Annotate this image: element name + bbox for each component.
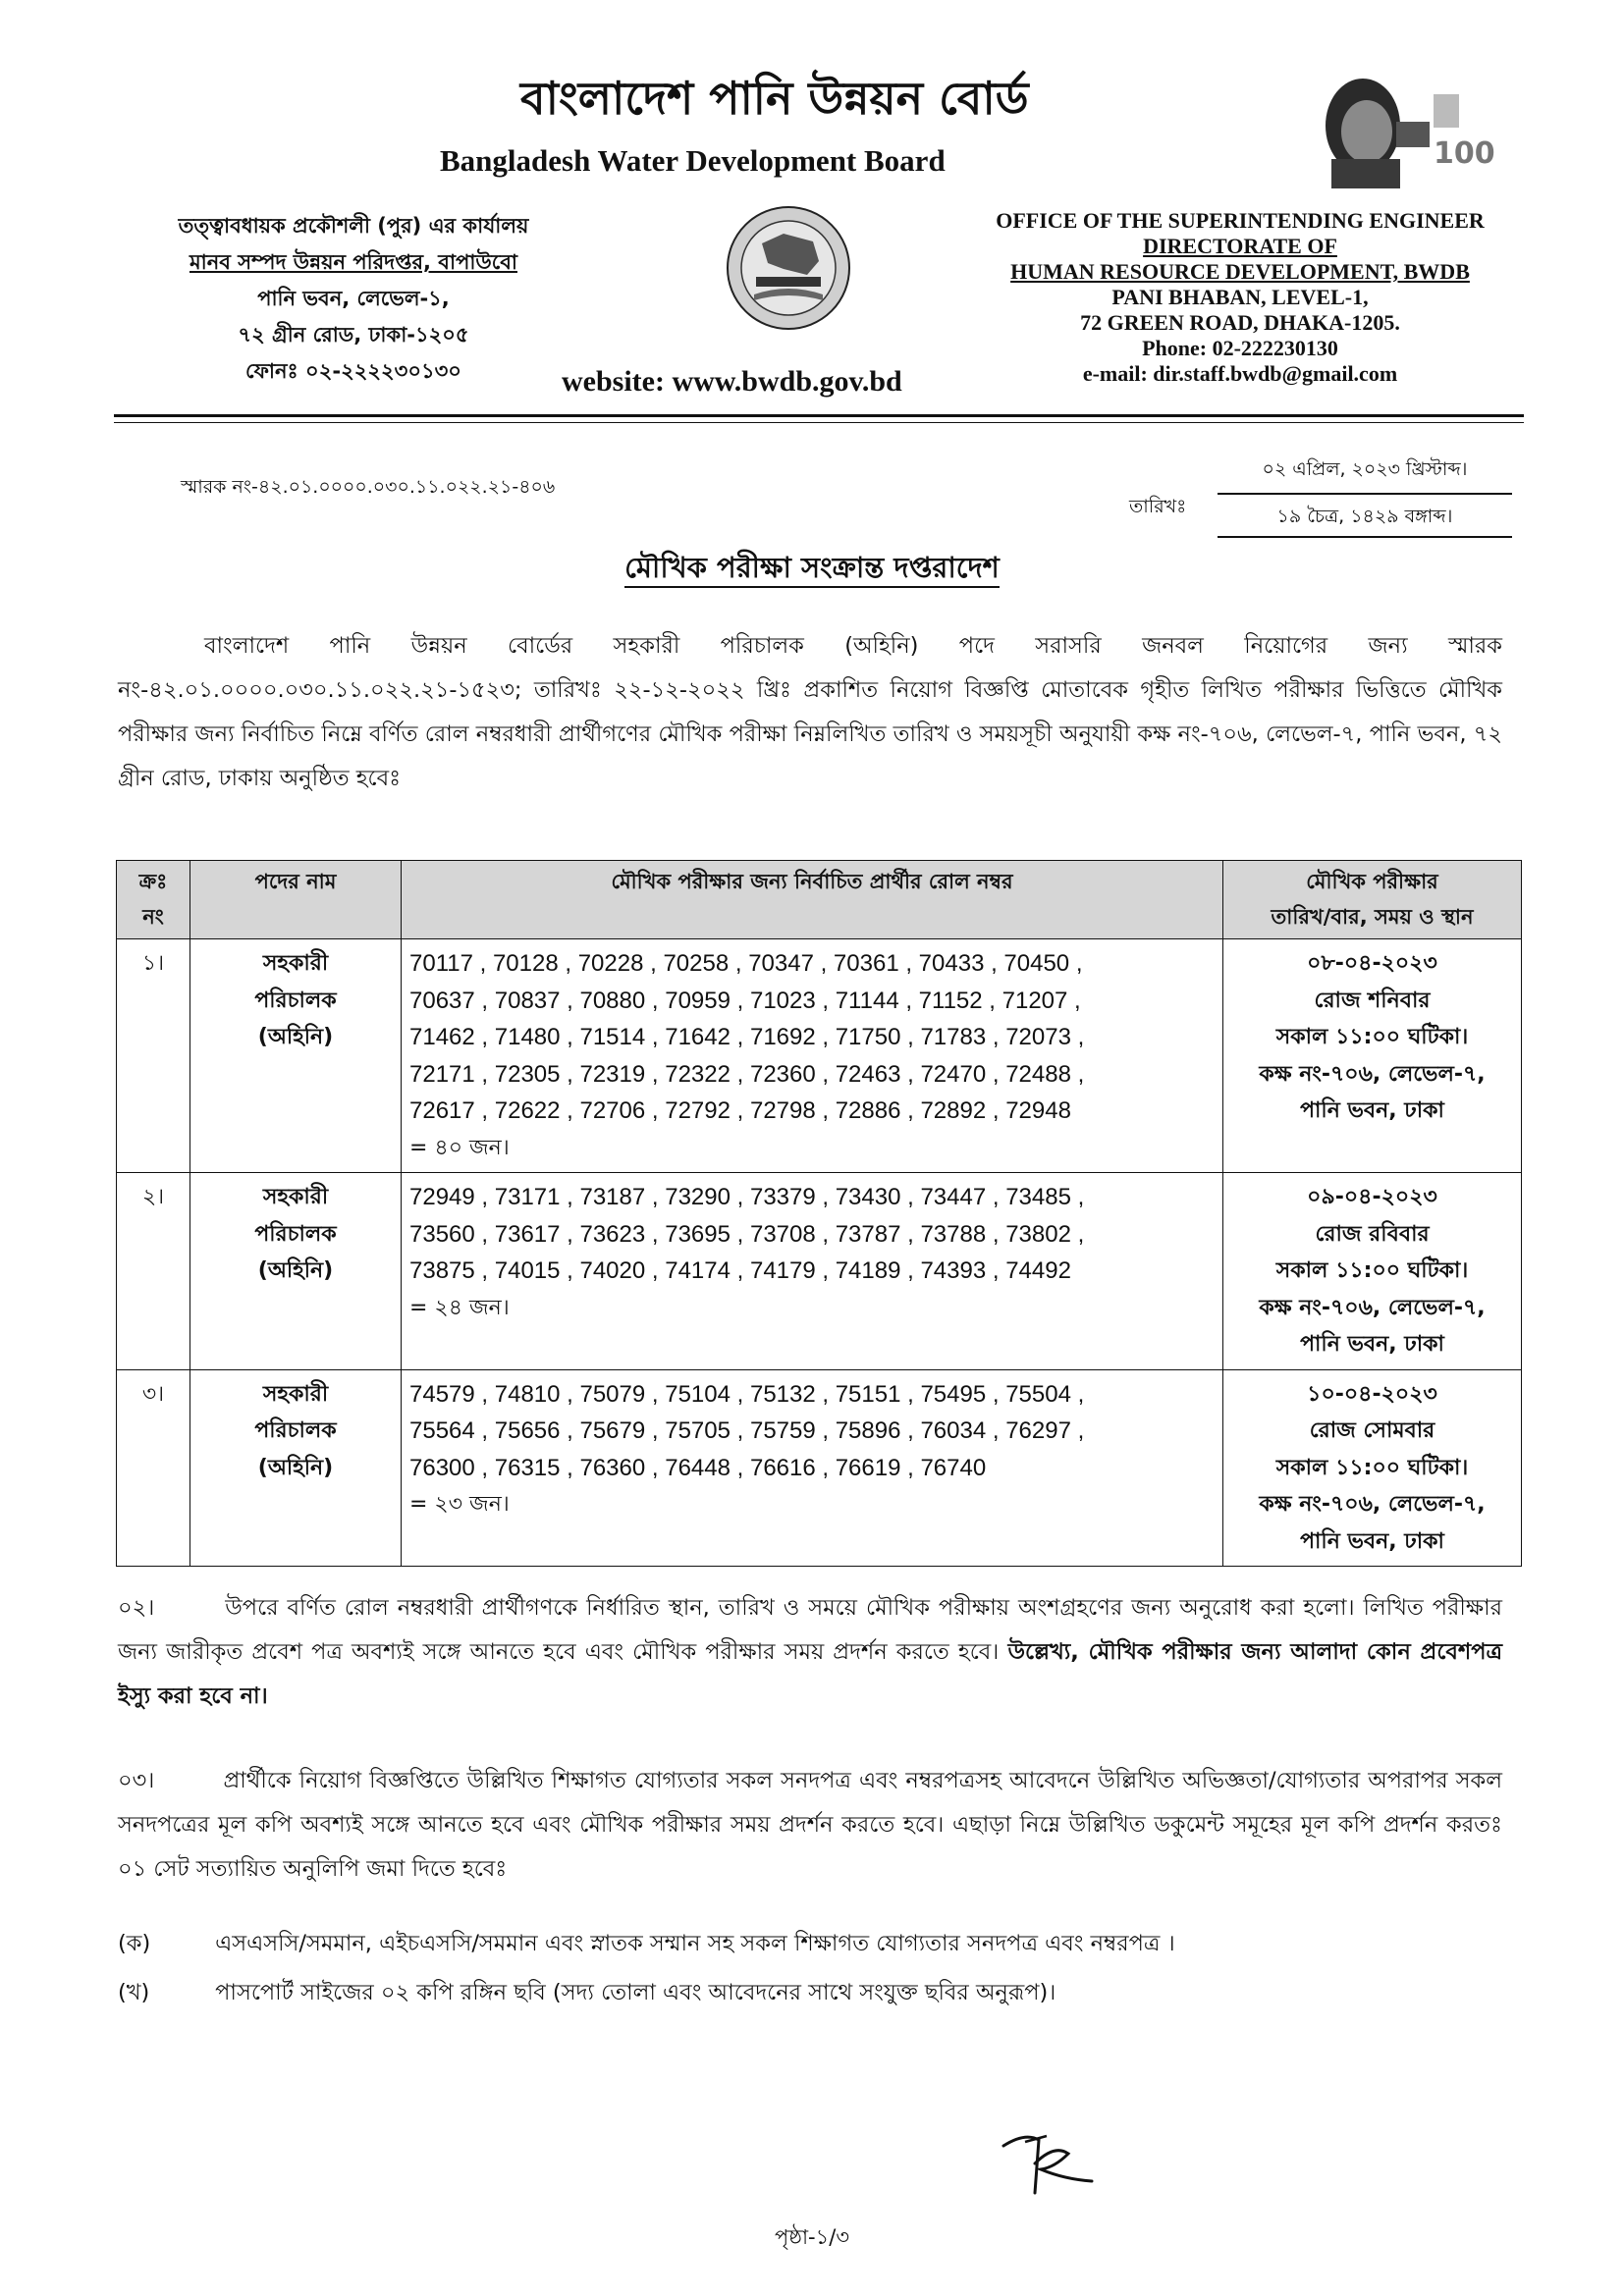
roll-numbers-cell	[402, 939, 1223, 1173]
list-marker: (খ)	[118, 1980, 150, 2005]
table-row	[117, 939, 1522, 1173]
post-line: সহকারী	[262, 1185, 329, 1209]
roll-line: 76300 , 76315 , 76360 , 76448 , 76616 , 76619 , 76740	[409, 1454, 987, 1481]
schedule-cell	[1223, 939, 1522, 1173]
header-text: ক্রঃ	[138, 870, 168, 893]
table-row	[117, 1173, 1522, 1370]
paragraph-note-bold: উল্লেখ্য, মৌখিক পরীক্ষার জন্য আলাদা কোন প্রবেশপত্র ইস্যু করা হবে না।	[118, 1639, 1503, 1709]
schedule-line: রোজ রবিবার	[1315, 1221, 1430, 1247]
date-block	[1218, 452, 1512, 538]
roll-line: 72171 , 72305 , 72319 , 72322 , 72360 , 72463 , 72470 , 72488 ,	[409, 1060, 1085, 1088]
paragraph-02	[118, 1586, 1502, 1719]
subject-heading	[0, 546, 1624, 594]
email-line: e-mail: dir.staff.bwdb@gmail.com	[1082, 361, 1398, 386]
mujib-borsho-logo	[1302, 65, 1495, 188]
roll-line: 73875 , 74015 , 74020 , 74174 , 74179 , 74189 , 74393 , 74492	[409, 1257, 1071, 1284]
post-line: সহকারী	[262, 1381, 329, 1407]
office-address-english	[941, 208, 1540, 387]
col-header-rolls	[402, 861, 1223, 939]
schedule-line: পানি ভবন, ঢাকা	[1300, 1332, 1444, 1357]
address-line: OFFICE OF THE SUPERINTENDING ENGINEER	[996, 208, 1485, 233]
intro-paragraph: বাংলাদেশ পানি উন্নয়ন বোর্ডের সহকারী পরিচালক (অহিনি) পদে সরাসরি জনবল নিয়োগের জন্য স্মারক নং-৪২.০১.০০০০.০৩০.১১.০২২.২১-১৫২৩; তারিখঃ ২২-১২-২০২২ খ্রিঃ প্রকাশিত নিয়োগ বিজ্ঞপ্তি মোতাবেক গৃহীত লিখিত পরীক্ষার ভিত্তিতে মৌখিক পরীক্ষার জন্য নির্বাচিত নিম্নে বর্ণিত রোল নম্বরধারী প্রার্থীগণের মৌখিক পরীক্ষা নিম্নলিখিত তারিখ ও সময়সূচী অনুযায়ী কক্ষ নং-৭০৬, লেভেল-৭, পানি ভবন, ৭২ গ্রীন রোড, ঢাকায় অনুষ্ঠিত হবেঃ	[118, 633, 1502, 791]
schedule-line: সকাল ১১:০০ ঘটিকা।	[1275, 1025, 1469, 1049]
roll-line: 71462 , 71480 , 71514 , 71642 , 71692 , 71750 , 71783 , 72073 ,	[409, 1024, 1085, 1050]
website-link[interactable]: website: www.bwdb.gov.bd	[562, 365, 902, 398]
table-row	[117, 1369, 1522, 1567]
org-title-bangla: বাংলাদেশ পানি উন্নয়ন বোর্ড	[520, 72, 1029, 125]
address-line: HUMAN RESOURCE DEVELOPMENT, BWDB	[1010, 259, 1470, 284]
address-line: তত্ত্বাবধায়ক প্রকৌশলী (পুর) এর কার্যালয়	[178, 214, 529, 238]
schedule-line: সকাল ১১:০০ ঘটিকা।	[1275, 1455, 1469, 1480]
candidate-count: = ২৩ জন।	[409, 1492, 510, 1517]
memo-number: স্মারক নং-৪২.০১.০০০০.০৩০.১১.০২২.২১-৪০৬	[181, 476, 556, 498]
paragraph-03	[118, 1759, 1502, 1892]
post-line: (অহিনি)	[257, 1258, 334, 1283]
paragraph-number: ০২।	[118, 1595, 155, 1621]
schedule-line: পানি ভবন, ঢাকা	[1300, 1098, 1444, 1123]
roll-line: 74579 , 74810 , 75079 , 75104 , 75132 , 75151 , 75495 , 75504 ,	[409, 1380, 1085, 1408]
list-item	[118, 1926, 1175, 1963]
address-line: মানব সম্পদ উন্নয়ন পরিদপ্তর, বাপাউবো	[189, 250, 518, 274]
phone-line: ফোনঃ ০২-২২২২৩০১৩০	[245, 359, 461, 383]
header-text: মৌখিক পরীক্ষার জন্য নির্বাচিত প্রার্থীর রোল নম্বর	[611, 870, 1013, 893]
header-divider	[114, 414, 1524, 417]
date-bangla: ১৯ চৈত্র, ১৪২৯ বঙ্গাব্দ।	[1218, 495, 1512, 538]
list-item	[118, 1975, 1056, 2012]
post-line: (অহিনি)	[257, 1455, 334, 1480]
page-number: পৃষ্ঠা-১/৩	[775, 2225, 849, 2249]
serial-cell: ২।	[117, 1173, 190, 1370]
schedule-line: সকাল ১১:০০ ঘটিকা।	[1275, 1258, 1469, 1283]
roll-line: 70637 , 70837 , 70880 , 70959 , 71023 , 71144 , 71152 , 71207 ,	[409, 987, 1081, 1014]
address-line: ৭২ গ্রীন রোড, ঢাকা-১২০৫	[238, 323, 469, 347]
office-address-bangla	[118, 208, 589, 390]
col-header-post	[190, 861, 402, 939]
schedule-table	[116, 860, 1522, 1567]
candidate-count: = ৪০ জন।	[409, 1135, 510, 1160]
header-divider	[114, 422, 1524, 423]
post-line: পরিচালক	[254, 1418, 337, 1443]
post-line: পরিচালক	[254, 988, 337, 1013]
date-label: তারিখঃ	[1129, 496, 1187, 517]
schedule-line: ১০-০৪-২০২৩	[1307, 1381, 1437, 1407]
header-text: মৌখিক পরীক্ষার	[1306, 870, 1438, 893]
schedule-line: কক্ষ নং-৭০৬, লেভেল-৭,	[1259, 1061, 1486, 1087]
subject-text: মৌখিক পরীক্ষা সংক্রান্ত দপ্তরাদেশ	[624, 551, 1000, 588]
list-text: এসএসসি/সমমান, এইচএসসি/সমমান এবং স্নাতক সম্মান সহ সকল শিক্ষাগত যোগ্যতার সনদপত্র এবং নম্বরপত্র ।	[215, 1931, 1175, 1956]
schedule-line: পানি ভবন, ঢাকা	[1300, 1528, 1444, 1554]
paragraph-text: উপরে বর্ণিত রোল নম্বরধারী প্রার্থীগণকে নির্ধারিত স্থান, তারিখ ও সময়ে মৌখিক পরীক্ষায় অংশগ্রহণের জন্য অনুরোধ করা হলো। লিখিত পরীক্ষার জন্য জারীকৃত প্রবেশ পত্র অবশ্যই সঙ্গে আনতে হবে এবং মৌখিক পরীক্ষার সময় প্রদর্শন করতে হবে।	[118, 1595, 1502, 1665]
address-line: পানি ভবন, লেভেল-১,	[257, 287, 450, 310]
post-line: সহকারী	[262, 951, 329, 976]
candidate-count: = ২৪ জন।	[409, 1295, 510, 1320]
roll-line: 72617 , 72622 , 72706 , 72792 , 72798 , 72886 , 72892 , 72948	[409, 1097, 1071, 1124]
header-text: নং	[142, 905, 164, 929]
serial-cell: ৩।	[117, 1369, 190, 1567]
post-cell	[190, 1369, 402, 1567]
org-title-english: Bangladesh Water Development Board	[440, 143, 946, 178]
post-line: (অহিনি)	[257, 1025, 334, 1049]
header-text: পদের নাম	[254, 870, 337, 893]
paragraph-number: ০৩।	[118, 1768, 155, 1793]
address-line: PANI BHABAN, LEVEL-1,	[1111, 285, 1369, 309]
roll-numbers-cell	[402, 1369, 1223, 1567]
address-line: 72 GREEN ROAD, DHAKA-1205.	[1080, 310, 1400, 335]
header-text: তারিখ/বার, সময় ও স্থান	[1271, 905, 1474, 929]
phone-line: Phone: 02-222230130	[1142, 336, 1338, 360]
date-gregorian: ০২ এপ্রিল, ২০২৩ খ্রিস্টাব্দ।	[1218, 452, 1512, 495]
post-line: পরিচালক	[254, 1221, 337, 1247]
bwdb-seal-icon	[725, 204, 852, 332]
schedule-line: কক্ষ নং-৭০৬, লেভেল-৭,	[1259, 1492, 1486, 1517]
schedule-cell	[1223, 1173, 1522, 1370]
address-line: DIRECTORATE OF	[1143, 234, 1337, 258]
table-header-row	[117, 861, 1522, 939]
post-cell	[190, 939, 402, 1173]
list-marker: (ক)	[118, 1931, 151, 1956]
roll-line: 75564 , 75656 , 75679 , 75705 , 75759 , 75896 , 76034 , 76297 ,	[409, 1417, 1085, 1444]
col-header-schedule	[1223, 861, 1522, 939]
col-header-serial	[117, 861, 190, 939]
list-text: পাসপোর্ট সাইজের ০২ কপি রঙ্গিন ছবি (সদ্য তোলা এবং আবেদনের সাথে সংযুক্ত ছবির অনুরূপ)।	[215, 1980, 1056, 2005]
svg-text:100: 100	[1434, 136, 1495, 171]
schedule-line: ০৯-০৪-২০২৩	[1307, 1185, 1437, 1209]
paragraph-text: প্রার্থীকে নিয়োগ বিজ্ঞপ্তিতে উল্লিখিত শিক্ষাগত যোগ্যতার সকল সনদপত্র এবং নম্বরপত্রসহ আবেদনে উল্লিখিত অভিজ্ঞতা/যোগ্যতার অপরাপর সকল সনদপত্রের মূল কপি অবশ্যই সঙ্গে আনতে হবে এবং মৌখিক পরীক্ষার সময় প্রদর্শন করতে হবে। এছাড়া নিম্নে উল্লিখিত ডকুমেন্ট সমূহের মূল কপি প্রদর্শন করতঃ ০১ সেট সত্যায়িত অনুলিপি জমা দিতে হবেঃ	[118, 1768, 1503, 1882]
roll-line: 73560 , 73617 , 73623 , 73695 , 73708 , 73787 , 73788 , 73802 ,	[409, 1220, 1085, 1248]
schedule-line: কক্ষ নং-৭০৬, লেভেল-৭,	[1259, 1295, 1486, 1320]
roll-line: 70117 , 70128 , 70228 , 70258 , 70347 , 70361 , 70433 , 70450 ,	[409, 950, 1083, 977]
post-cell	[190, 1173, 402, 1370]
roll-numbers-cell	[402, 1173, 1223, 1370]
signature-mark	[996, 2124, 1104, 2203]
serial-cell: ১।	[117, 939, 190, 1173]
schedule-line: ০৮-০৪-২০২৩	[1307, 951, 1437, 976]
roll-line: 72949 , 73171 , 73187 , 73290 , 73379 , 73430 , 73447 , 73485 ,	[409, 1184, 1085, 1210]
schedule-line: রোজ শনিবার	[1314, 988, 1431, 1013]
schedule-line: রোজ সোমবার	[1309, 1418, 1435, 1443]
schedule-cell	[1223, 1369, 1522, 1567]
